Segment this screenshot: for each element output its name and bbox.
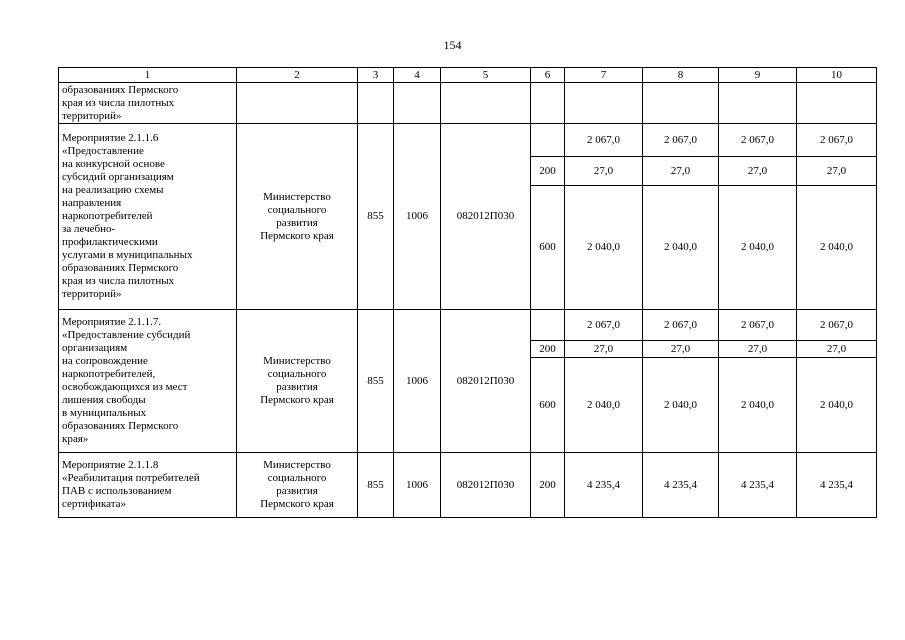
value-col10: 2 040,0 [797, 186, 877, 310]
budget-table [58, 67, 877, 518]
empty-cell [441, 83, 531, 124]
code-col4: 1006 [394, 124, 441, 310]
code-col5: 082012П030 [441, 124, 531, 310]
executor: Министерство социального развития Пермского края [237, 124, 358, 310]
executor: Министерство социального развития Пермского края [237, 310, 358, 453]
code-col6 [531, 310, 565, 341]
empty-cell [394, 83, 441, 124]
column-number: 7 [565, 68, 643, 83]
value-col7: 27,0 [565, 341, 643, 358]
code-col6: 600 [531, 358, 565, 453]
value-col9: 2 040,0 [719, 186, 797, 310]
code-col4: 1006 [394, 310, 441, 453]
value-col8: 27,0 [643, 341, 719, 358]
value-col7: 2 067,0 [565, 310, 643, 341]
value-col8: 2 067,0 [643, 124, 719, 157]
value-col7: 2 040,0 [565, 186, 643, 310]
table-row [59, 83, 877, 124]
empty-cell [358, 83, 394, 124]
value-col9: 4 235,4 [719, 453, 797, 518]
code-col5: 082012П030 [441, 453, 531, 518]
value-col10: 2 067,0 [797, 310, 877, 341]
value-col8: 2 040,0 [643, 358, 719, 453]
table-row [59, 453, 877, 518]
code-col5: 082012П030 [441, 310, 531, 453]
value-col10: 27,0 [797, 157, 877, 186]
column-number: 1 [59, 68, 237, 83]
code-col6: 200 [531, 157, 565, 186]
column-number: 8 [643, 68, 719, 83]
value-col9: 2 067,0 [719, 310, 797, 341]
value-col9: 2 067,0 [719, 124, 797, 157]
column-number: 4 [394, 68, 441, 83]
code-col6: 200 [531, 341, 565, 358]
value-col8: 27,0 [643, 157, 719, 186]
empty-cell [797, 83, 877, 124]
measure-name: Мероприятие 2.1.1.8 «Реабилитация потребителей ПАВ с использованием сертификата» [59, 453, 237, 518]
value-col10: 4 235,4 [797, 453, 877, 518]
executor: Министерство социального развития Пермского края [237, 453, 358, 518]
column-number: 5 [441, 68, 531, 83]
column-number: 3 [358, 68, 394, 83]
value-col8: 2 067,0 [643, 310, 719, 341]
column-number: 6 [531, 68, 565, 83]
code-col4: 1006 [394, 453, 441, 518]
value-col10: 2 067,0 [797, 124, 877, 157]
value-col9: 2 040,0 [719, 358, 797, 453]
column-number: 10 [797, 68, 877, 83]
code-col6: 600 [531, 186, 565, 310]
code-col6 [531, 124, 565, 157]
value-col10: 27,0 [797, 341, 877, 358]
value-col9: 27,0 [719, 341, 797, 358]
measure-name: Мероприятие 2.1.1.7. «Предоставление субсидий организациям на сопровождение наркопотребителей, освобождающихся из мест лишения свободы в муниципальных образованиях Пермского края» [59, 310, 237, 453]
value-col7: 4 235,4 [565, 453, 643, 518]
code-col3: 855 [358, 124, 394, 310]
value-col7: 2 040,0 [565, 358, 643, 453]
value-col8: 4 235,4 [643, 453, 719, 518]
value-col9: 27,0 [719, 157, 797, 186]
column-number: 9 [719, 68, 797, 83]
code-col3: 855 [358, 453, 394, 518]
empty-cell [719, 83, 797, 124]
value-col7: 2 067,0 [565, 124, 643, 157]
empty-cell [643, 83, 719, 124]
empty-cell [531, 83, 565, 124]
table-row [59, 310, 877, 341]
page-number: 154 [443, 38, 462, 52]
table-row [59, 124, 877, 157]
empty-cell [237, 83, 358, 124]
code-col3: 855 [358, 310, 394, 453]
column-number-row [59, 68, 877, 83]
measure-name: Мероприятие 2.1.1.6 «Предоставление на конкурсной основе субсидий организациям на реализацию схемы направления наркопотребителей за лечебно- профилактическими услугами в муниципальных образованиях Пермского края из числа пилотных территорий» [59, 124, 237, 310]
empty-cell [565, 83, 643, 124]
column-number: 2 [237, 68, 358, 83]
value-col10: 2 040,0 [797, 358, 877, 453]
measure-name: образованиях Пермского края из числа пилотных территорий» [59, 83, 237, 124]
code-col6: 200 [531, 453, 565, 518]
value-col7: 27,0 [565, 157, 643, 186]
value-col8: 2 040,0 [643, 186, 719, 310]
